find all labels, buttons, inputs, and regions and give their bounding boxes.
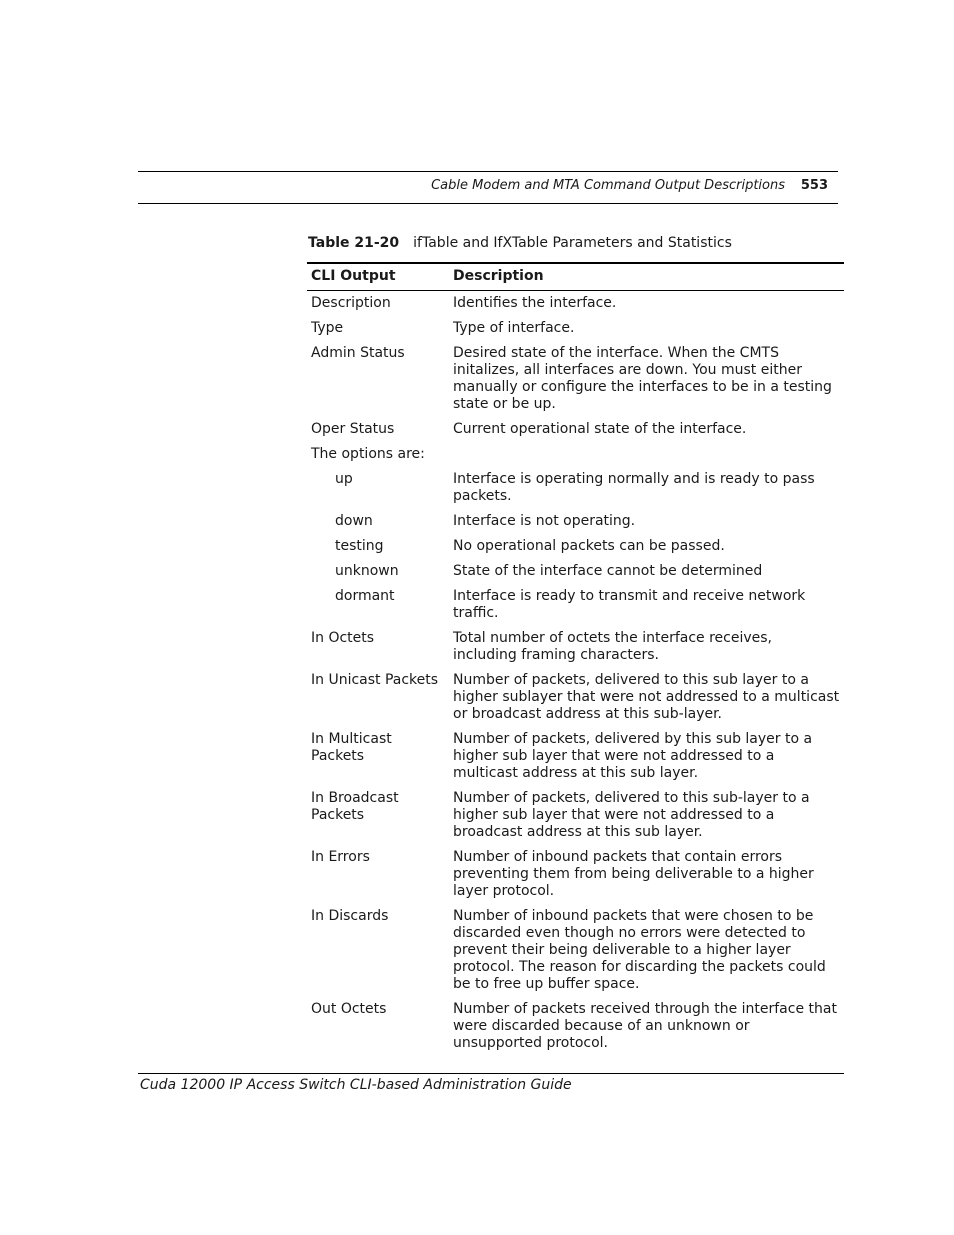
description-cell: Number of packets received through the interface that were discarded because of an unknown or unsupported protocol. <box>453 1001 837 1051</box>
table-row <box>307 786 844 845</box>
header-rule-bottom <box>138 203 838 204</box>
table-row <box>307 417 844 442</box>
table-header-row <box>307 263 844 291</box>
table-row <box>307 291 844 317</box>
description-cell: Interface is ready to transmit and receive network traffic. <box>453 588 806 621</box>
description-cell: Current operational state of the interface. <box>453 421 747 437</box>
table-row <box>307 845 844 904</box>
cli-output-cell: Type <box>311 320 344 336</box>
column-header-description: Description <box>449 263 844 291</box>
cli-output-cell: The options are: <box>311 446 425 462</box>
table-row <box>307 316 844 341</box>
table-caption <box>308 235 732 251</box>
table-row <box>307 904 844 997</box>
cli-output-cell: unknown <box>335 563 399 579</box>
cli-output-cell: Admin Status <box>311 345 405 361</box>
table-row <box>307 534 844 559</box>
description-cell: State of the interface cannot be determined <box>453 563 763 579</box>
cli-output-cell: In Unicast Packets <box>311 672 439 688</box>
description-cell: Number of inbound packets that contain errors preventing them from being deliverable to a higher layer protocol. <box>453 849 814 899</box>
cli-output-cell: In Discards <box>311 908 389 924</box>
cli-output-cell: In Octets <box>311 630 375 646</box>
table-row <box>307 341 844 417</box>
table-row <box>307 559 844 584</box>
parameters-table <box>307 262 844 1056</box>
description-cell: Desired state of the interface. When the CMTS initalizes, all interfaces are down. You must either manually or configure the interfaces to be in a testing state or be up. <box>453 345 832 412</box>
column-header-cli-output: CLI Output <box>307 263 449 291</box>
description-cell: Number of inbound packets that were chosen to be discarded even though no errors were detected to prevent their being deliverable to a higher layer protocol. The reason for discarding the packets could be to free up buffer space. <box>453 908 826 992</box>
table-row <box>307 997 844 1056</box>
table-row <box>307 668 844 727</box>
cli-output-cell: Description <box>311 295 391 311</box>
description-cell: Identifies the interface. <box>453 295 617 311</box>
footer-rule <box>138 1073 844 1074</box>
header-rule-top <box>138 171 838 172</box>
cli-output-cell: down <box>335 513 373 529</box>
running-footer: Cuda 12000 IP Access Switch CLI-based Administration Guide <box>140 1077 572 1093</box>
description-cell: Number of packets, delivered by this sub layer to a higher sub layer that were not addressed to a multicast address at this sub layer. <box>453 731 813 781</box>
table-number: Table 21-20 <box>308 235 400 251</box>
description-cell: Interface is operating normally and is ready to pass packets. <box>453 471 815 504</box>
table-title: ifTable and IfXTable Parameters and Statistics <box>413 235 732 251</box>
cli-output-cell: In Multicast Packets <box>311 731 392 764</box>
table <box>307 262 844 1056</box>
cli-output-cell: up <box>335 471 353 487</box>
running-header-title: Cable Modem and MTA Command Output Descriptions <box>431 178 785 193</box>
description-cell: No operational packets can be passed. <box>453 538 725 554</box>
description-cell: Type of interface. <box>453 320 575 336</box>
cli-output-cell: Out Octets <box>311 1001 387 1017</box>
table-row <box>307 727 844 786</box>
description-cell <box>449 442 844 467</box>
description-cell: Number of packets, delivered to this sub-layer to a higher sub layer that were not addressed to a broadcast address at this sub layer. <box>453 790 810 840</box>
description-cell: Total number of octets the interface receives, including framing characters. <box>453 630 772 663</box>
description-cell: Interface is not operating. <box>453 513 636 529</box>
cli-output-cell: testing <box>335 538 384 554</box>
table-row <box>307 626 844 668</box>
cli-output-cell: Oper Status <box>311 421 395 437</box>
table-row <box>307 509 844 534</box>
cli-output-cell: In Errors <box>311 849 370 865</box>
table-row <box>307 442 844 467</box>
table-row <box>307 467 844 509</box>
cli-output-cell: In Broadcast Packets <box>311 790 399 823</box>
description-cell: Number of packets, delivered to this sub layer to a higher sublayer that were not addressed to a multicast or broadcast address at this sub-layer. <box>453 672 840 722</box>
cli-output-cell: dormant <box>335 588 395 604</box>
table-row <box>307 584 844 626</box>
page-number: 553 <box>800 178 828 193</box>
